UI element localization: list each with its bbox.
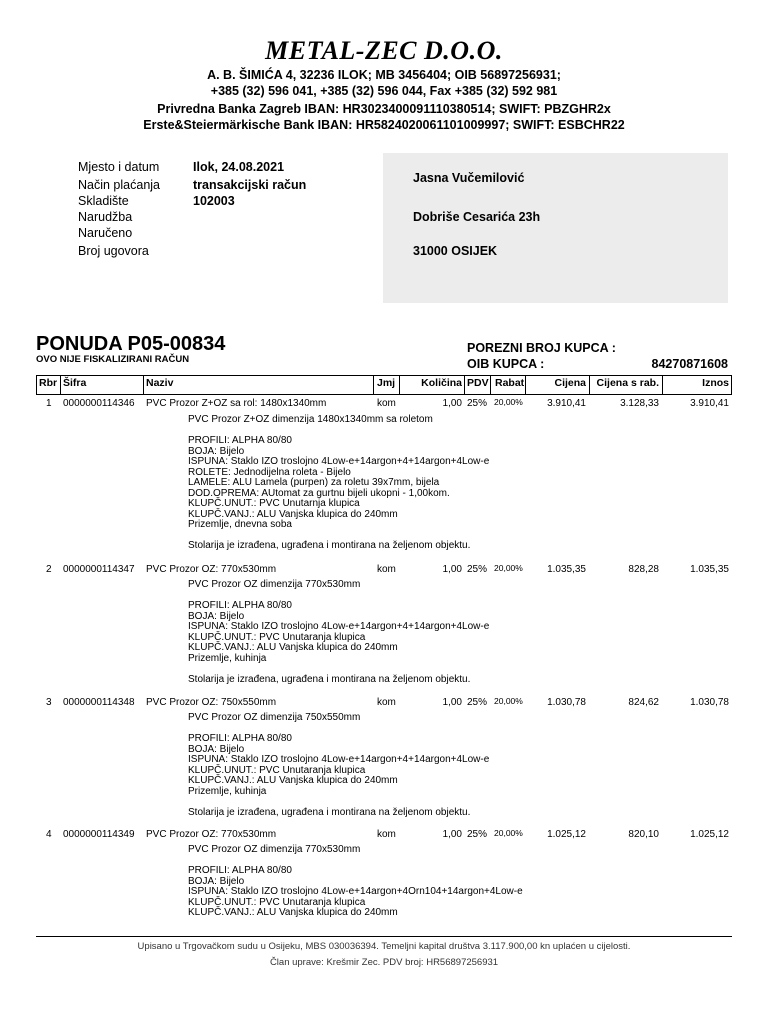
item-iznos: 1.025,12: [690, 829, 729, 840]
item-rabat: 20,00%: [494, 563, 523, 573]
buyer-name: Jasna Vučemilović: [413, 171, 525, 185]
col-rbr: Rbr: [39, 377, 58, 389]
item-pdv: 25%: [467, 697, 488, 708]
col-jmj: Jmj: [377, 377, 396, 389]
item-details: PVC Prozor OZ dimenzija 770x530mm PROFILI: ALPHA 80/80 BOJA: Bijelo ISPUNA: Staklo IZO troslojno 4Low-e+14argon+4+14argon+4Low-e KLUPČ.UNUT.: PVC Unutaranja klupica KLUPČ.VANJ.: ALU Vanjska klupica do 240mm Prizemlje, kuhinja Stolarija je izrađena, ugrađena i montirana na željenom objektu.: [188, 579, 490, 685]
label-payment: Način plaćanja: [78, 178, 160, 192]
item-sifra: 0000000114348: [63, 697, 135, 708]
item-kolicina: 1,00: [442, 564, 462, 575]
item-jmj: kom: [377, 564, 396, 575]
item-jmj: kom: [377, 829, 396, 840]
item-cijena: 1.035,35: [547, 564, 586, 575]
item-cijena: 1.030,78: [547, 697, 586, 708]
item-cijena-rab: 824,62: [628, 697, 659, 708]
item-kolicina: 1,00: [442, 697, 462, 708]
value-payment: transakcijski račun: [193, 178, 307, 192]
company-name: METAL-ZEC D.O.O.: [265, 36, 503, 65]
col-pdv: PDV: [467, 377, 489, 389]
bank-erste: Erste&Steiermärkische Bank IBAN: HR5824020061101009997; SWIFT: ESBCHR22: [143, 118, 625, 132]
item-pdv: 25%: [467, 564, 488, 575]
document-title: PONUDA P05-00834: [36, 333, 226, 355]
item-naziv: PVC Prozor OZ: 770x530mm: [146, 564, 277, 575]
item-naziv: PVC Prozor Z+OZ sa rol: 1480x1340mm: [146, 398, 327, 409]
item-rabat: 20,00%: [494, 828, 523, 838]
item-cijena-rab: 3.128,33: [620, 398, 659, 409]
label-order: Narudžba: [78, 210, 133, 224]
item-sifra: 0000000114346: [63, 398, 135, 409]
item-iznos: 3.910,41: [690, 398, 729, 409]
item-rbr: 2: [46, 564, 52, 575]
item-naziv: PVC Prozor OZ: 750x550mm: [146, 697, 277, 708]
item-kolicina: 1,00: [442, 398, 462, 409]
col-naziv: Naziv: [146, 377, 174, 389]
item-rabat: 20,00%: [494, 397, 523, 407]
item-rbr: 3: [46, 697, 52, 708]
item-pdv: 25%: [467, 398, 488, 409]
col-rabat: Rabat: [495, 377, 525, 389]
item-cijena: 3.910,41: [547, 398, 586, 409]
value-place-date: Ilok, 24.08.2021: [193, 160, 285, 174]
item-naziv: PVC Prozor OZ: 770x530mm: [146, 829, 277, 840]
label-warehouse: Skladište: [78, 194, 129, 208]
footer-registration: Upisano u Trgovačkom sudu u Osijeku, MBS 030036394. Temeljni kapital društva 3.117.900,00 kn uplaćen u cijelosti.: [137, 941, 631, 952]
col-iznos: Iznos: [702, 377, 729, 389]
footer-board: Član uprave: Krešmir Zec. PDV broj: HR56897256931: [269, 957, 499, 968]
item-iznos: 1.030,78: [690, 697, 729, 708]
item-details: PVC Prozor OZ dimenzija 770x530mm PROFILI: ALPHA 80/80 BOJA: Bijelo ISPUNA: Staklo IZO troslojno 4Low-e+14argon+4Orn104+14argon+4Low-e KLUPČ.UNUT.: PVC Unutaranja klupica KLUPČ.VANJ.: ALU Vanjska klupica do 240mm: [188, 844, 523, 918]
item-cijena: 1.025,12: [547, 829, 586, 840]
item-sifra: 0000000114349: [63, 829, 135, 840]
item-rabat: 20,00%: [494, 696, 523, 706]
oib-label: OIB KUPCA :: [467, 357, 545, 371]
company-phone: +385 (32) 596 041, +385 (32) 596 044, Fax +385 (32) 592 981: [210, 84, 558, 98]
col-cijena-rab: Cijena s rab.: [596, 377, 659, 389]
item-jmj: kom: [377, 398, 396, 409]
item-jmj: kom: [377, 697, 396, 708]
buyer-city: 31000 OSIJEK: [413, 244, 498, 258]
fiscal-note: OVO NIJE FISKALIZIRANI RAČUN: [36, 354, 190, 365]
item-details: PVC Prozor OZ dimenzija 750x550mm PROFILI: ALPHA 80/80 BOJA: Bijelo ISPUNA: Staklo IZO troslojno 4Low-e+14argon+4+14argon+4Low-e KLUPČ.UNUT.: PVC Unutaranja klupica KLUPČ.VANJ.: ALU Vanjska klupica do 240mm Prizemlje, kuhinja Stolarija je izrađena, ugrađena i montirana na željenom objektu.: [188, 712, 490, 818]
col-kolicina: Količina: [421, 377, 462, 389]
label-ordered: Naručeno: [78, 226, 133, 240]
oib-value: 84270871608: [651, 357, 728, 371]
tax-number-label: POREZNI BROJ KUPCA :: [467, 341, 616, 355]
item-cijena-rab: 828,28: [628, 564, 659, 575]
item-iznos: 1.035,35: [690, 564, 729, 575]
item-cijena-rab: 820,10: [628, 829, 659, 840]
item-rbr: 4: [46, 829, 52, 840]
footer-divider: [36, 936, 732, 937]
buyer-street: Dobriše Cesarića 23h: [413, 210, 541, 224]
label-contract: Broj ugovora: [78, 244, 149, 258]
item-rbr: 1: [46, 398, 52, 409]
item-sifra: 0000000114347: [63, 564, 135, 575]
bank-pbz: Privredna Banka Zagreb IBAN: HR3023400091110380514; SWIFT: PBZGHR2x: [157, 102, 611, 116]
col-sifra: Šifra: [63, 377, 87, 389]
item-pdv: 25%: [467, 829, 488, 840]
value-warehouse: 102003: [193, 194, 235, 208]
label-place-date: Mjesto i datum: [78, 160, 160, 174]
item-details: PVC Prozor Z+OZ dimenzija 1480x1340mm sa roletom PROFILI: ALPHA 80/80 BOJA: Bijelo ISPUNA: Staklo IZO troslojno 4Low-e+14argon+4+14argon+4Low-e ROLETE: Jednodijelna roleta - Bijelo LAMELE: ALU Lamela (purpen) za roletu 39x7mm, bijela DOD.OPREMA: AUtomat za gurtnu bijeli ukopni - 1,00kom. KLUPČ.UNUT.: PVC Unutarnja klupica KLUPČ.VANJ.: ALU Vanjska klupica do 240mm Prizemlje, dnevna soba Stolarija je izrađena, ugrađena i montirana na željenom objektu.: [188, 414, 490, 551]
col-cijena: Cijena: [554, 377, 586, 389]
item-kolicina: 1,00: [442, 829, 462, 840]
company-address: A. B. ŠIMIĆA 4, 32236 ILOK; MB 3456404; OIB 56897256931;: [207, 68, 561, 82]
